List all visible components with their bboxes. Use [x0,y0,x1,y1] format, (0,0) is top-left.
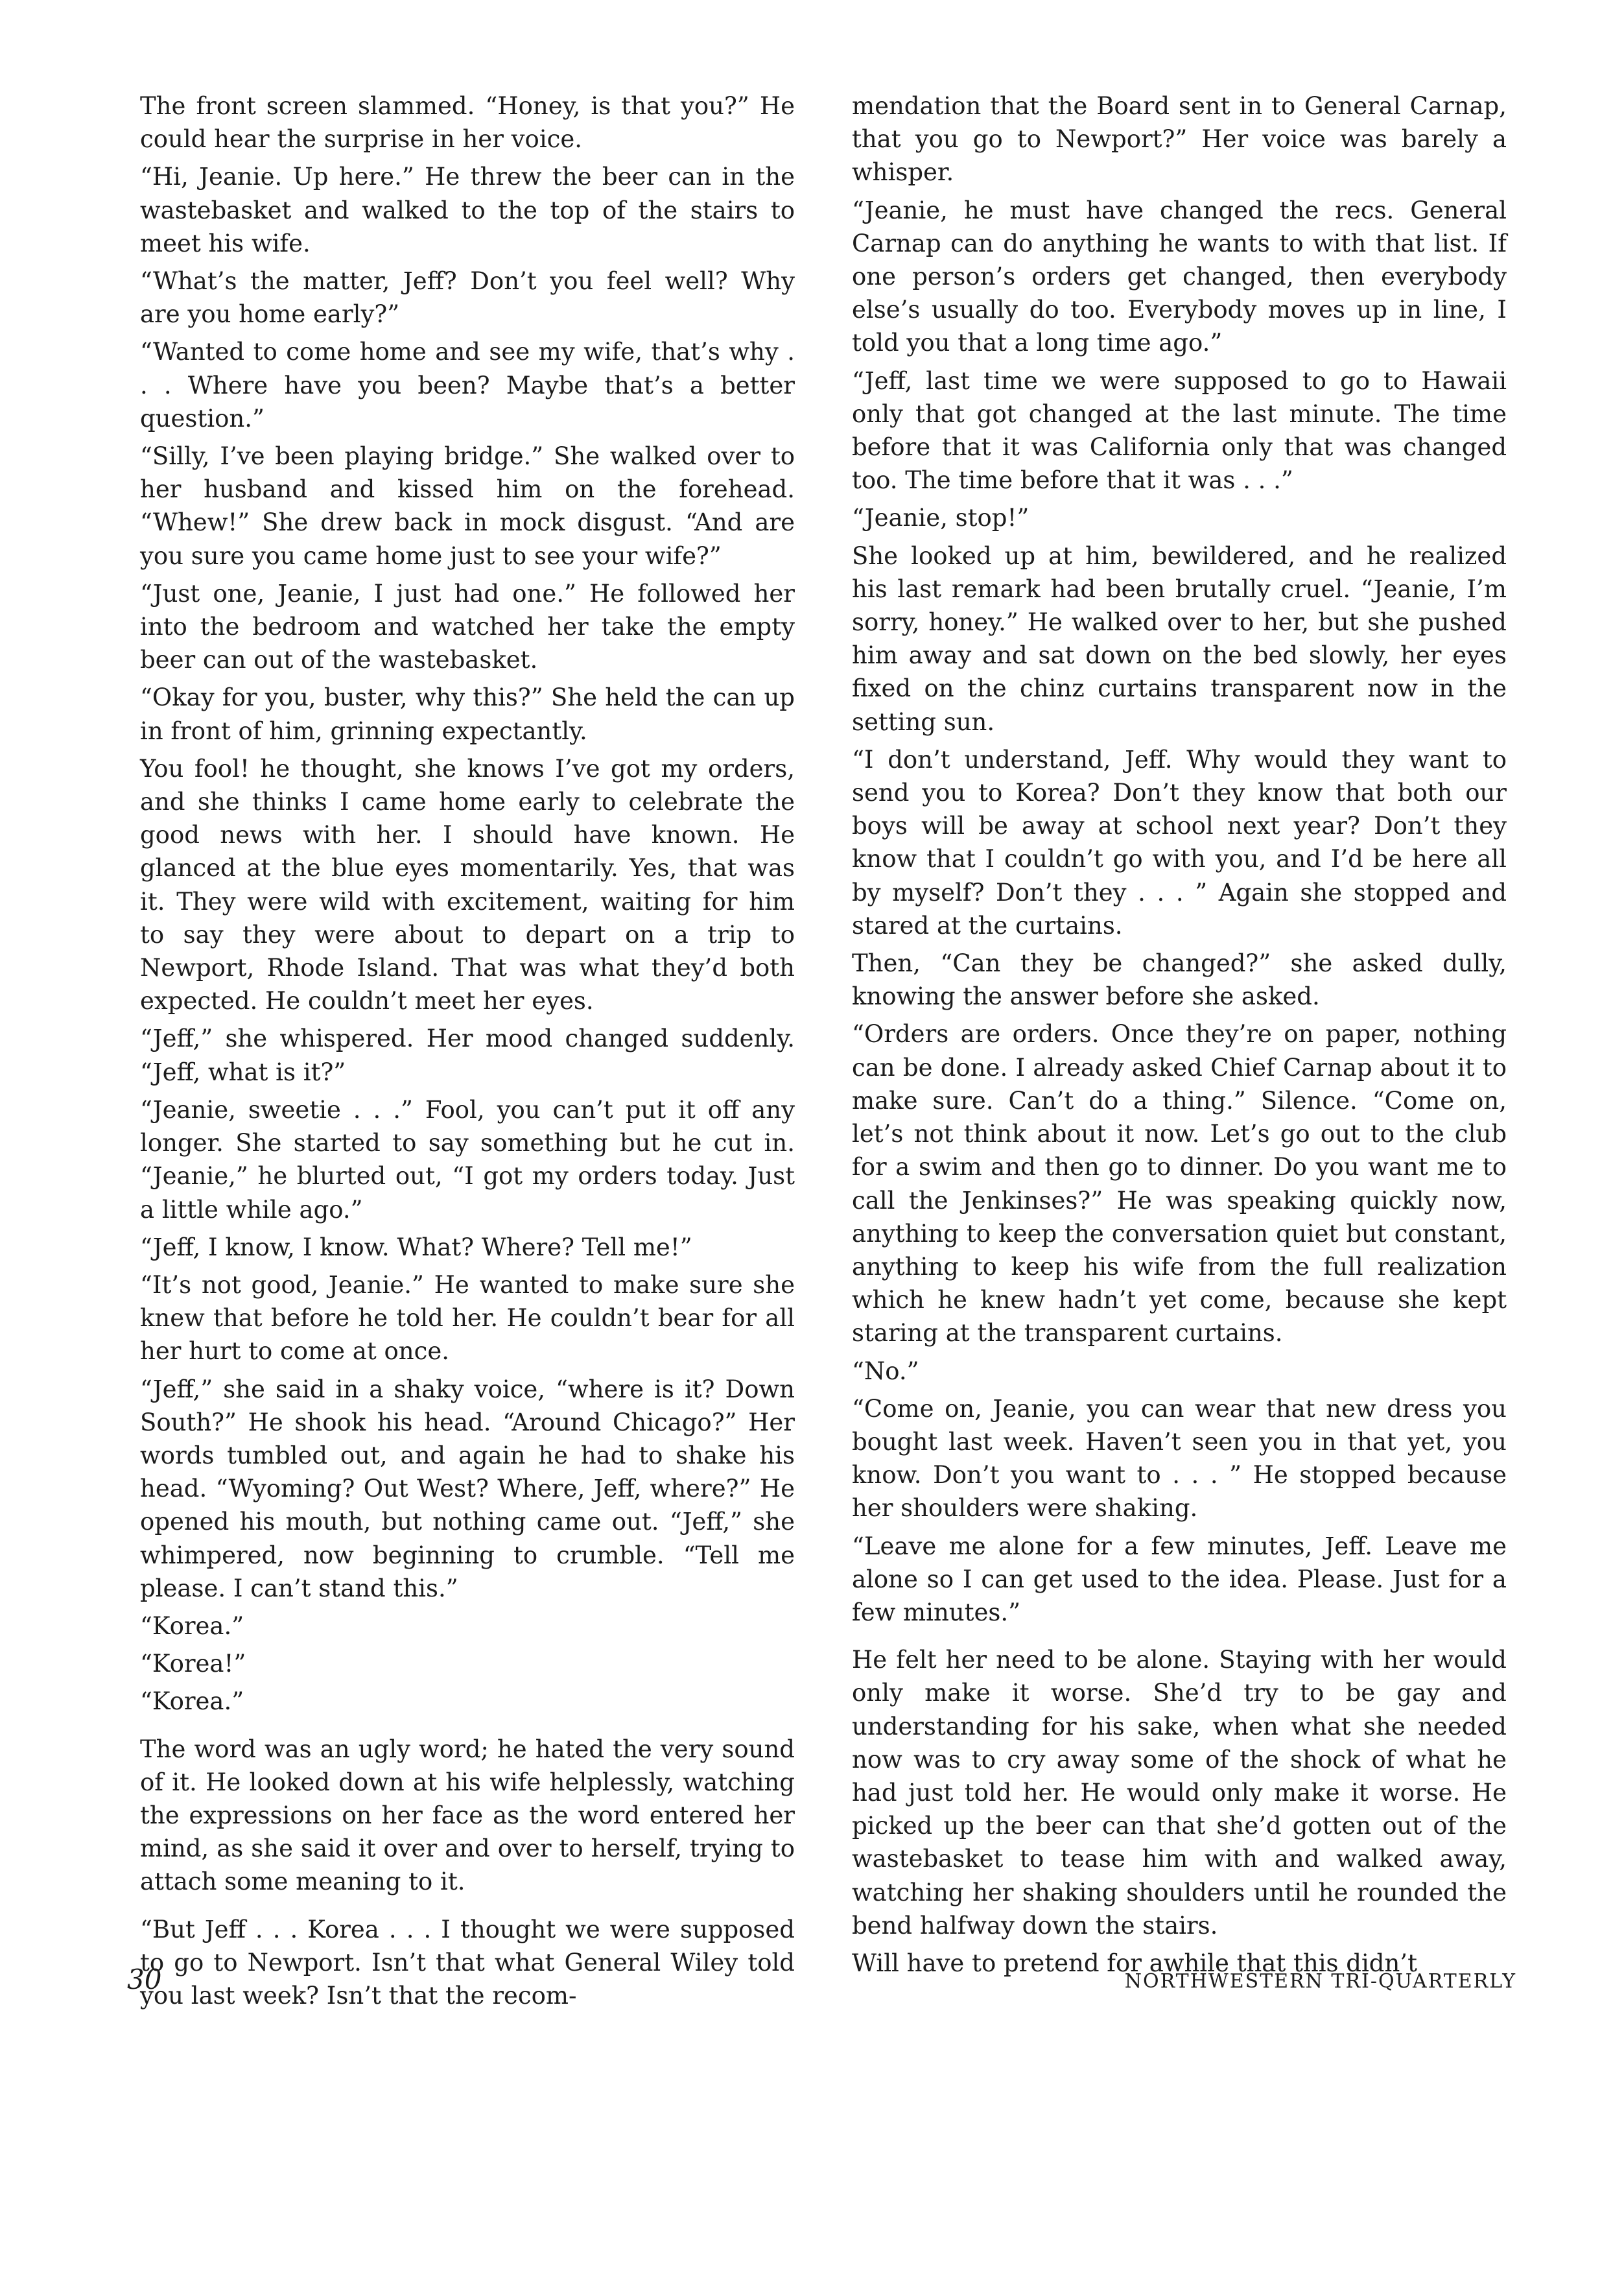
paragraph: “Hi, Jeanie. Up here.” He threw the beer can in the wastebasket and walked to the top of the stairs to meet his wife. [140,163,795,257]
paragraph: “Jeff,” she said in a shaky voice, “where is it? Down South?” He shook his head. “Around Chicago?” Her words tumbled out, and again he had to shake his head. “Wyoming? Out West? Where, Jeff, where?” He opened his mouth, but nothing came out. “Jeff,” she whimpered, now beginning to crumble. “Tell me please. I can’t stand this.” [140,1375,795,1602]
paragraph: He felt her need to be alone. Staying with her would only make it worse. She’d try to be gay and understanding for his sake, when what she needed now was to cry away some of the shock of what he had just told her. He would only make it worse. He picked up the beer can that she’d gotten out of the wastebasket to tease him with and walked away, watching her shaking shoulders until he rounded the bend halfway down the stairs. [852,1646,1507,1940]
paragraph: She looked up at him, bewildered, and he realized his last remark had been brutally cruel. “Jeanie, I’m sorry, honey.” He walked over to her, but she pushed him away and sat down on the bed slowly, her eyes fixed on the chinz curtains transparent now in the setting sun. [852,541,1507,736]
paragraph: “Orders are orders. Once they’re on paper, nothing can be done. I already asked Chief Carnap about it to make sure. Can’t do a thing.” Silence. “Come on, let’s not think about it now. Let’s go out to the club for a swim and then go to dinner. Do you want me to call the Jenkinses?” He was speaking quickly now, anything to keep the conversation quiet but constant, anything to keep his wife from the full realization which he knew hadn’t yet come, because she kept staring at the transparent curtains. [852,1020,1507,1348]
paragraph: “Leave me alone for a few minutes, Jeff. Leave me alone so I can get used to the idea. Please. Just for a few minutes.” [852,1532,1507,1626]
publication-title: NORTHWESTERN TRI-QUARTERLY [1124,1970,1516,1993]
paragraph: “Jeanie, he must have changed the recs. General Carnap can do anything he wants to with that list. If one person’s orders get changed, then everybody else’s usually do too. Everybody moves up in line, I told you that a long time ago.” [852,196,1507,357]
right-column [852,89,1507,1984]
paragraph: “Jeff, I know, I know. What? Where? Tell me!” [140,1233,692,1261]
paragraph: “Okay for you, buster, why this?” She held the can up in front of him, grinning expectantly. [140,683,795,745]
paragraph: “Jeanie, stop!” [852,504,1030,532]
paragraph: “It’s not good, Jeanie.” He wanted to make sure she knew that before he told her. He couldn’t bear for all her hurt to come at once. [140,1270,795,1366]
paragraph: “I don’t understand, Jeff. Why would they want to send you to Korea? Don’t they know that both our boys will be away at school next year? Don’t they know that I couldn’t go with you, and I’d be here all by myself? Don’t they . . . ” Again she stopped and stared at the curtains. [852,745,1507,940]
paragraph: mendation that the Board sent in to General Carnap, that you go to Newport?” Her voice was barely a whisper. [852,92,1507,187]
paragraph: The word was an ugly word; he hated the very sound of it. He looked down at his wife helplessly, watching the expressions on her face as the word entered her mind, as she said it over and over to herself, trying to attach some meaning to it. [140,1735,795,1896]
paragraph: “Jeff, last time we were supposed to go to Hawaii only that got changed at the last minute. The time before that it was California only that was changed too. The time before that it was . . .” [852,366,1507,495]
paragraph: “Silly, I’ve been playing bridge.” She walked over to her husband and kissed him on the forehead. “Whew!” She drew back in mock disgust. “And are you sure you came home just to see your wife?” [140,442,795,570]
paragraph: Will have to pretend for awhile that this didn’t [852,1949,1417,1977]
paragraph: “Korea.” [140,1687,244,1716]
paragraph: “Jeff,” she whispered. Her mood changed suddenly. “Jeff, what is it?” [140,1025,795,1086]
paragraph: Then, “Can they be changed?” she asked dully, knowing the answer before she asked. [852,949,1507,1011]
paragraph: “What’s the matter, Jeff? Don’t you feel well? Why are you home early?” [140,267,795,329]
paragraph: “But Jeff . . . Korea . . . I thought we were supposed to go to Newport. Isn’t that what General Wiley told you last week? Isn’t that the recom- [140,1915,795,2010]
paragraph: You fool! he thought, she knows I’ve got my orders, and she thinks I came home early to celebrate the good news with her. I should have known. He glanced at the blue eyes momentarily. Yes, that was it. They were wild with excitement, waiting for him to say they were about to depart on a trip to Newport, Rhode Island. That was what they’d both expected. He couldn’t meet her eyes. [140,754,795,1015]
paragraph: “Come on, Jeanie, you can wear that new dress you bought last week. Haven’t seen you in that yet, you know. Don’t you want to . . . ” He stopped because her shoulders were shaking. [852,1394,1507,1523]
paragraph: “Wanted to come home and see my wife, that’s why . . . Where have you been? Maybe that’s a better question.” [140,338,795,433]
left-column [140,89,795,2017]
paragraph: “Just one, Jeanie, I just had one.” He followed her into the bedroom and watched her take the empty beer can out of the wastebasket. [140,579,795,674]
paragraph: The front screen slammed. “Honey, is that you?” He could hear the surprise in her voice. [140,92,795,154]
paragraph: “Korea.” [140,1611,244,1640]
paragraph: “Jeanie, sweetie . . .” Fool, you can’t put it off any longer. She started to say something but he cut in. “Jeanie,” he blurted out, “I got my orders today. Just a little while ago.” [140,1095,795,1224]
page-number: 30 [127,1964,162,1995]
paragraph: “Korea!” [140,1650,246,1678]
paragraph: “No.” [852,1357,919,1385]
